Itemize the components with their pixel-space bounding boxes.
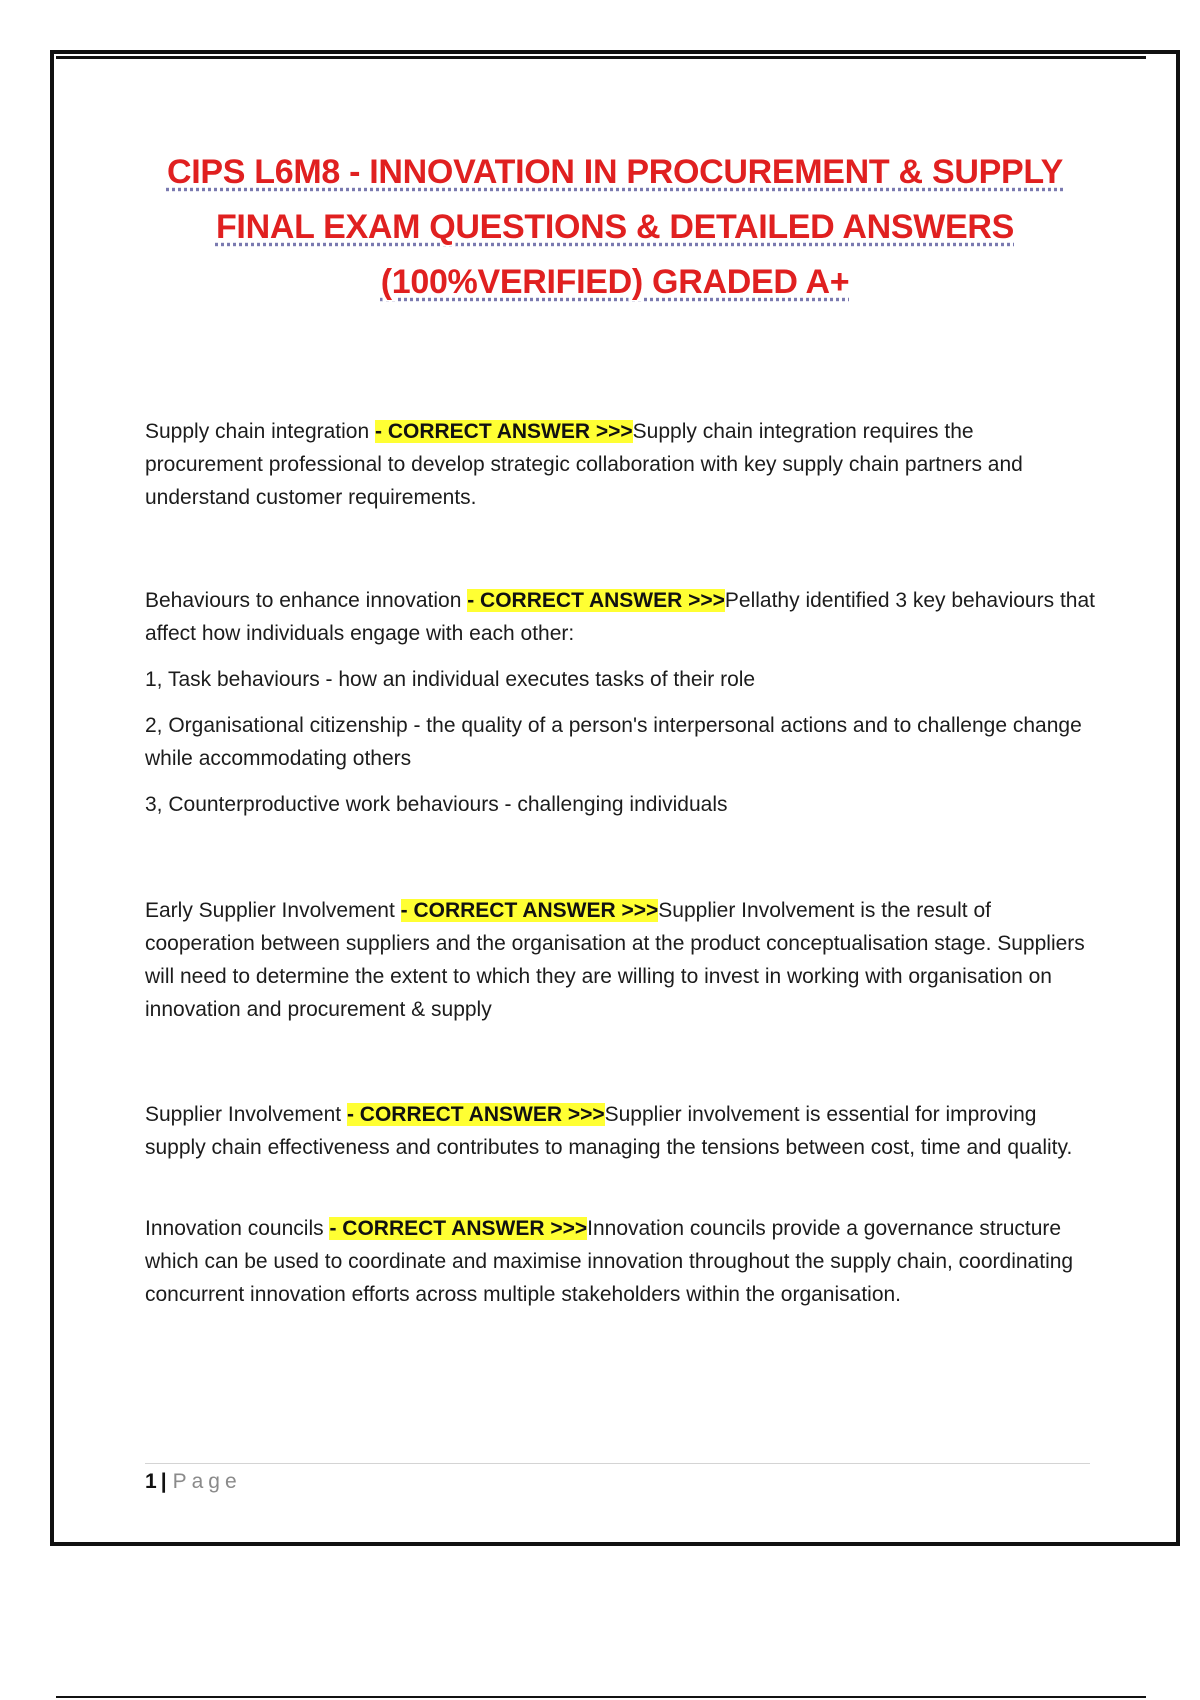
qa-answer: Innovation councils provide a governance structure which can be used to coordinate and maximise innovation throughout the supply chain, coordinating concurrent innovation efforts across multiple stakeholders within the organisation. [145,1217,1074,1306]
qa-list [145,415,1095,1311]
qa-answer: Supply chain integration requires the procurement professional to develop strategic collaboration with key supply chain partners and understand customer requirements. [145,420,1023,509]
behaviour-point: 1, Task behaviours - how an individual executes tasks of their role [145,668,756,691]
title-line-1: CIPS L6M8 - INNOVATION IN PROCUREMENT & SUPPLY [166,153,1064,191]
document-title [150,145,1080,310]
behaviour-point: 3, Counterproductive work behaviours - challenging individuals [145,793,728,816]
qa-item [145,584,1095,650]
qa-item [145,1098,1095,1164]
qa-item [145,1212,1095,1311]
title-line-3: (100%VERIFIED) GRADED A+ [380,263,850,301]
correct-answer-marker: - CORRECT ANSWER >>> [400,899,659,922]
qa-term: Behaviours to enhance innovation [145,589,468,612]
behaviour-point: 2, Organisational citizenship - the quality of a person's interpersonal actions and to challenge change while accommodating others [145,714,1082,770]
title-line-2: FINAL EXAM QUESTIONS & DETAILED ANSWERS [215,208,1015,246]
qa-term: Supply chain integration [145,420,375,443]
page-label: Page [172,1470,242,1493]
correct-answer-marker: - CORRECT ANSWER >>> [467,589,725,612]
qa-item [145,894,1095,1026]
correct-answer-marker: - CORRECT ANSWER >>> [329,1217,588,1240]
qa-answer: Supplier involvement is essential for improving supply chain effectiveness and contributes to managing the tensions between cost, time and quality. [145,1103,1073,1159]
qa-item [145,415,1095,514]
page-footer [145,1467,242,1497]
bottom-rule [56,1696,1146,1698]
correct-answer-marker: - CORRECT ANSWER >>> [375,420,633,443]
qa-term: Innovation councils [145,1217,330,1240]
footer-rule [145,1463,1090,1464]
qa-answer: Pellathy identified 3 key behaviours that affect how individuals engage with each other: [145,589,1095,645]
qa-answer: Supplier Involvement is the result of cooperation between suppliers and the organisation at the product conceptualisation stage. Suppliers will need to determine the extent to which they are willing to invest in working with organisation on innovation and procurement & supply [145,899,1085,1021]
correct-answer-marker: - CORRECT ANSWER >>> [346,1103,605,1126]
page-number: 1 [145,1470,157,1493]
qa-term: Supplier Involvement [145,1103,347,1126]
qa-term: Early Supplier Involvement [145,899,401,922]
footer-separator: | [160,1470,167,1493]
